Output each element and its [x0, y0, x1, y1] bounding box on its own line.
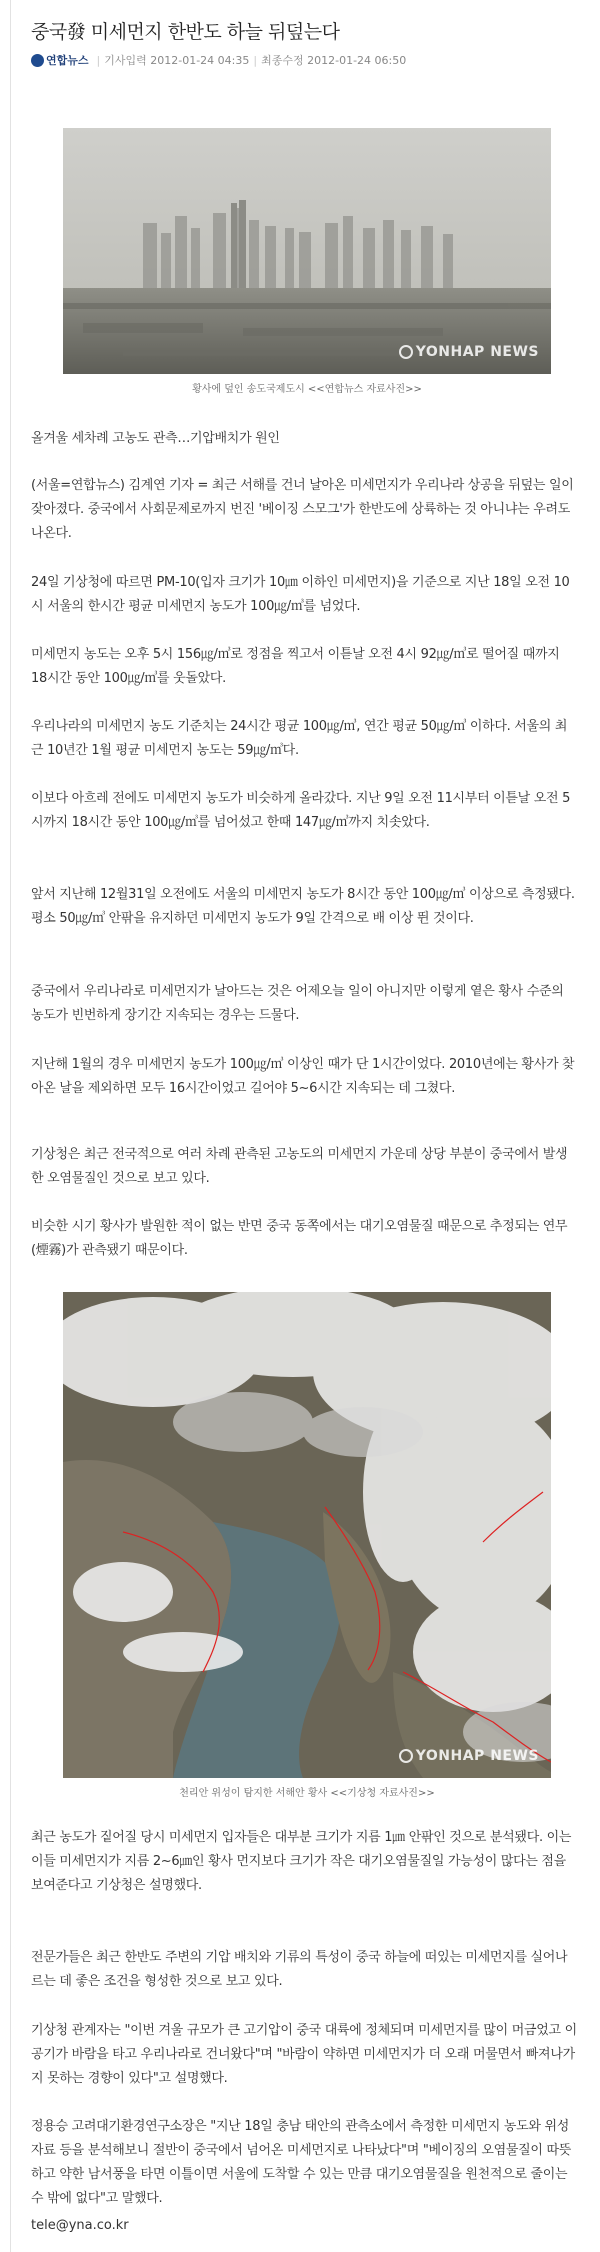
meta-separator: |	[96, 53, 101, 67]
article-paragraph: 기상청 관계자는 "이번 겨울 규모가 큰 고기압이 중국 대륙에 정체되며 미세먼지를 많이 머금었고 이 공기가 바람을 타고 우리나라로 건너왔다"며 "바람이 약하면 미세먼지가 더 오래 머물면서 빠져나가지 못하는 경향이 있다"고 설명했다.	[31, 2023, 577, 2086]
figure-caption: 천리안 위성이 탐지한 서해안 황사 <<기상청 자료사진>>	[179, 1788, 435, 1799]
article-paragraph: 전문가들은 최근 한반도 주변의 기압 배치와 기류의 특성이 중국 하늘에 떠있는 미세먼지를 실어나르는 데 좋은 조건을 형성한 것으로 보고 있다.	[31, 1950, 568, 1989]
globe-icon	[399, 1749, 413, 1763]
article-paragraph: 기상청은 최근 전국적으로 여러 차례 관측된 고농도의 미세먼지 가운데 상당 부분이 중국에서 발생한 오염물질인 것으로 보고 있다.	[31, 1147, 568, 1186]
satellite-photo[interactable]	[63, 1292, 551, 1778]
published-date: 2012-01-24 04:35	[150, 53, 250, 67]
published-label: 기사입력	[104, 54, 147, 67]
article-paragraph: 중국에서 우리나라로 미세먼지가 날아드는 것은 어제오늘 일이 아니지만 이렇게 옅은 황사 수준의 농도가 빈번하게 장기간 지속되는 경우는 드물다.	[31, 984, 564, 1023]
globe-icon	[399, 345, 413, 359]
yonhap-watermark: YONHAP NEWS	[399, 344, 539, 360]
article-paragraph: 정용승 고려대기환경연구소장은 "지난 18일 충남 태안의 관측소에서 측정한 미세먼지 농도와 위성자료 등을 분석해보니 절반이 중국에서 넘어온 미세먼지로 나타났다"며 "베이징의 오염물질이 따뜻하고 약한 남서풍을 타면 이틀이면 서울에 도착할 수 있는 만큼 대기오염물질을 원천적으로 줄이는 수 밖에 없다"고 말했다.	[31, 2119, 572, 2206]
article-meta	[31, 52, 406, 68]
satellite-image	[63, 1292, 551, 1778]
source-logo[interactable]	[31, 52, 89, 68]
yonhap-watermark: YONHAP NEWS	[399, 1748, 539, 1764]
source-name: 연합뉴스	[46, 54, 89, 67]
article-paragraph: 비슷한 시기 황사가 발원한 적이 없는 반면 중국 동쪽에서는 대기오염물질 때문으로 추정되는 연무(煙霧)가 관측됐기 때문이다.	[31, 1219, 568, 1258]
figure-caption: 황사에 덮인 송도국제도시 <<연합뉴스 자료사진>>	[192, 384, 422, 395]
left-divider	[10, 0, 11, 2252]
reporter-email[interactable]: tele@yna.co.kr	[31, 2218, 129, 2233]
meta-separator: |	[253, 53, 258, 67]
smog-photo[interactable]	[63, 128, 551, 374]
article-paragraph: 24일 기상청에 따르면 PM-10(입자 크기가 10㎛ 이하인 미세먼지)을 기준으로 지난 18일 오전 10시 서울의 한시간 평균 미세먼지 농도가 100㎍/㎥를 넘었다.	[31, 575, 570, 614]
modified-label: 최종수정	[261, 54, 304, 67]
figure-satellite	[63, 1292, 551, 1799]
article-paragraph: 최근 농도가 짙어질 당시 미세먼지 입자들은 대부분 크기가 지름 1㎛ 안팎인 것으로 분석됐다. 이는 이들 미세먼지가 지름 2~6㎛인 황사 먼지보다 크기가 작은 대기오염물질일 가능성이 많다는 점을 보여준다고 기상청은 설명했다.	[31, 1830, 572, 1893]
article-paragraph: 우리나라의 미세먼지 농도 기준치는 24시간 평균 100㎍/㎥, 연간 평균 50㎍/㎥ 이하다. 서울의 최근 10년간 1월 평균 미세먼지 농도는 59㎍/㎥다.	[31, 719, 568, 758]
article-paragraph: (서울=연합뉴스) 김계연 기자 = 최근 서해를 건너 날아온 미세먼지가 우리나라 상공을 뒤덮는 일이 잦아졌다. 중국에서 사회문제로까지 번진 '베이징 스모그'가 한반도에 상륙하는 것 아니냐는 우려도 나온다.	[31, 478, 574, 541]
article-paragraph: 앞서 지난해 12월31일 오전에도 서울의 미세먼지 농도가 8시간 동안 100㎍/㎥ 이상으로 측정됐다. 평소 50㎍/㎥ 안팎을 유지하던 미세먼지 농도가 9일 간격으로 배 이상 뛴 것이다.	[31, 887, 575, 926]
article-title: 중국發 미세먼지 한반도 하늘 뒤덮는다	[31, 21, 340, 43]
yonhap-logo-icon	[31, 54, 44, 67]
smog-skyline-image	[63, 128, 551, 374]
figure-smog	[63, 128, 551, 395]
modified-date: 2012-01-24 06:50	[307, 53, 407, 67]
article-subtitle: 올겨울 세차례 고농도 관측…기압배치가 원인	[31, 431, 280, 446]
article-paragraph: 이보다 아흐레 전에도 미세먼지 농도가 비슷하게 올라갔다. 지난 9일 오전 11시부터 이튿날 오전 5시까지 18시간 동안 100㎍/㎥를 넘어섰고 한때 147㎍/㎥까지 치솟았다.	[31, 791, 571, 830]
article-paragraph: 지난해 1월의 경우 미세먼지 농도가 100㎍/㎥ 이상인 때가 단 1시간이었다. 2010년에는 황사가 찾아온 날을 제외하면 모두 16시간이었고 길어야 5~6시간 지속되는 데 그쳤다.	[31, 1057, 575, 1096]
article-paragraph: 미세먼지 농도는 오후 5시 156㎍/㎥로 정점을 찍고서 이튿날 오전 4시 92㎍/㎥로 떨어질 때까지 18시간 동안 100㎍/㎥를 웃돌았다.	[31, 647, 560, 686]
